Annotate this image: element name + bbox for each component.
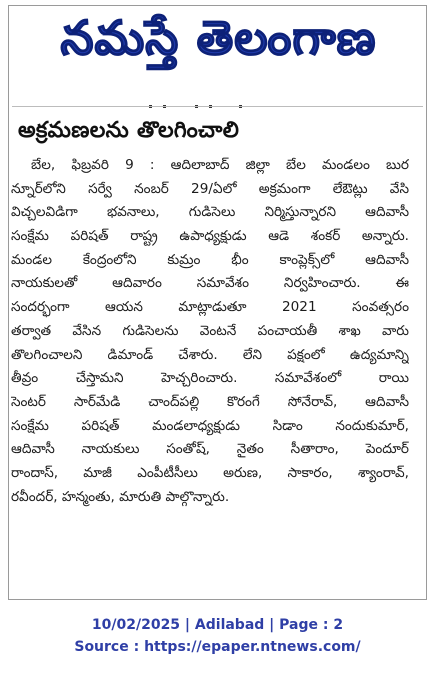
article-line: న్నూర్‌లోని సర్వే నంబర్ 29/ఏలో అక్రమంగా లేఔట్లు వేసి (11, 180, 409, 197)
divider (12, 106, 423, 107)
article-line: విచ్చలవిడిగా భవనాలు, గుడిసెలు నిర్మిస్తున్నారని ఆదివాసీ (11, 204, 409, 221)
newspaper-masthead: నమస్తే తెలంగాణ (60, 11, 377, 66)
article-line: ఆదివాసీ నాయకులు సంతోష్, నైతం సీతారాం, పెందూర్ (11, 441, 409, 458)
article-line: సంక్షేమ పరిషత్ మండలాధ్యక్షుడు సిడాం నందుకుమార్, (11, 417, 409, 434)
article-line: నాయకులతో ఆదివారం సమావేశం నిర్వహించారు. ఈ (11, 275, 409, 292)
article-line: సందర్భంగా ఆయన మాట్లాడుతూ 2021 సంవత్సరం (11, 299, 409, 316)
article-line: తీవ్రం చేస్తామని హెచ్చరించారు. సమావేశంలో రాయి (11, 370, 409, 387)
article-line: మండల కేంద్రంలోని కుమ్రం భీం కాంప్లెక్స్‌లో ఆదివాసీ (11, 251, 409, 268)
footer-source-link[interactable]: Source : https://epaper.ntnews.com/ (74, 639, 361, 655)
article-line: తర్వాత వేసిన గుడిసెలను వెంటనే పంచాయతీ శాఖ వారు (11, 322, 409, 339)
article-line: తొలగించాలని డిమాండ్ చేశారు. లేని పక్షంలో ఉద్యమాన్ని (11, 346, 409, 363)
article-line: రాందాస్, మాజీ ఎంపీటీసీలు అరుణ, సాకారం, శ్యాంరావ్, (11, 464, 409, 481)
article-line: సంక్షేమ పరిషత్ రాష్ట్ర ఉపాధ్యక్షుడు ఆడె శంకర్ అన్నారు. (11, 228, 409, 245)
article-headline: అక్రమణలను తొలగించాలి (18, 118, 240, 143)
article-line: బేల, ఫిబ్రవరి 9 : ఆదిలాబాద్ జిల్లా బేల మండలం బుర (31, 157, 409, 173)
footer-date-edition: 10/02/2025 | Adilabad | Page : 2 (91, 617, 344, 633)
article-line: రవీందర్, హన్మంతు, మారుతి పాల్గొన్నారు. (11, 488, 230, 505)
article-body (11, 154, 409, 509)
article-line: సెంటర్ సార్‌మేడి చాంద్‌పల్లి కొరంగే సోనేరావ్, ఆదివాసీ (11, 393, 409, 410)
